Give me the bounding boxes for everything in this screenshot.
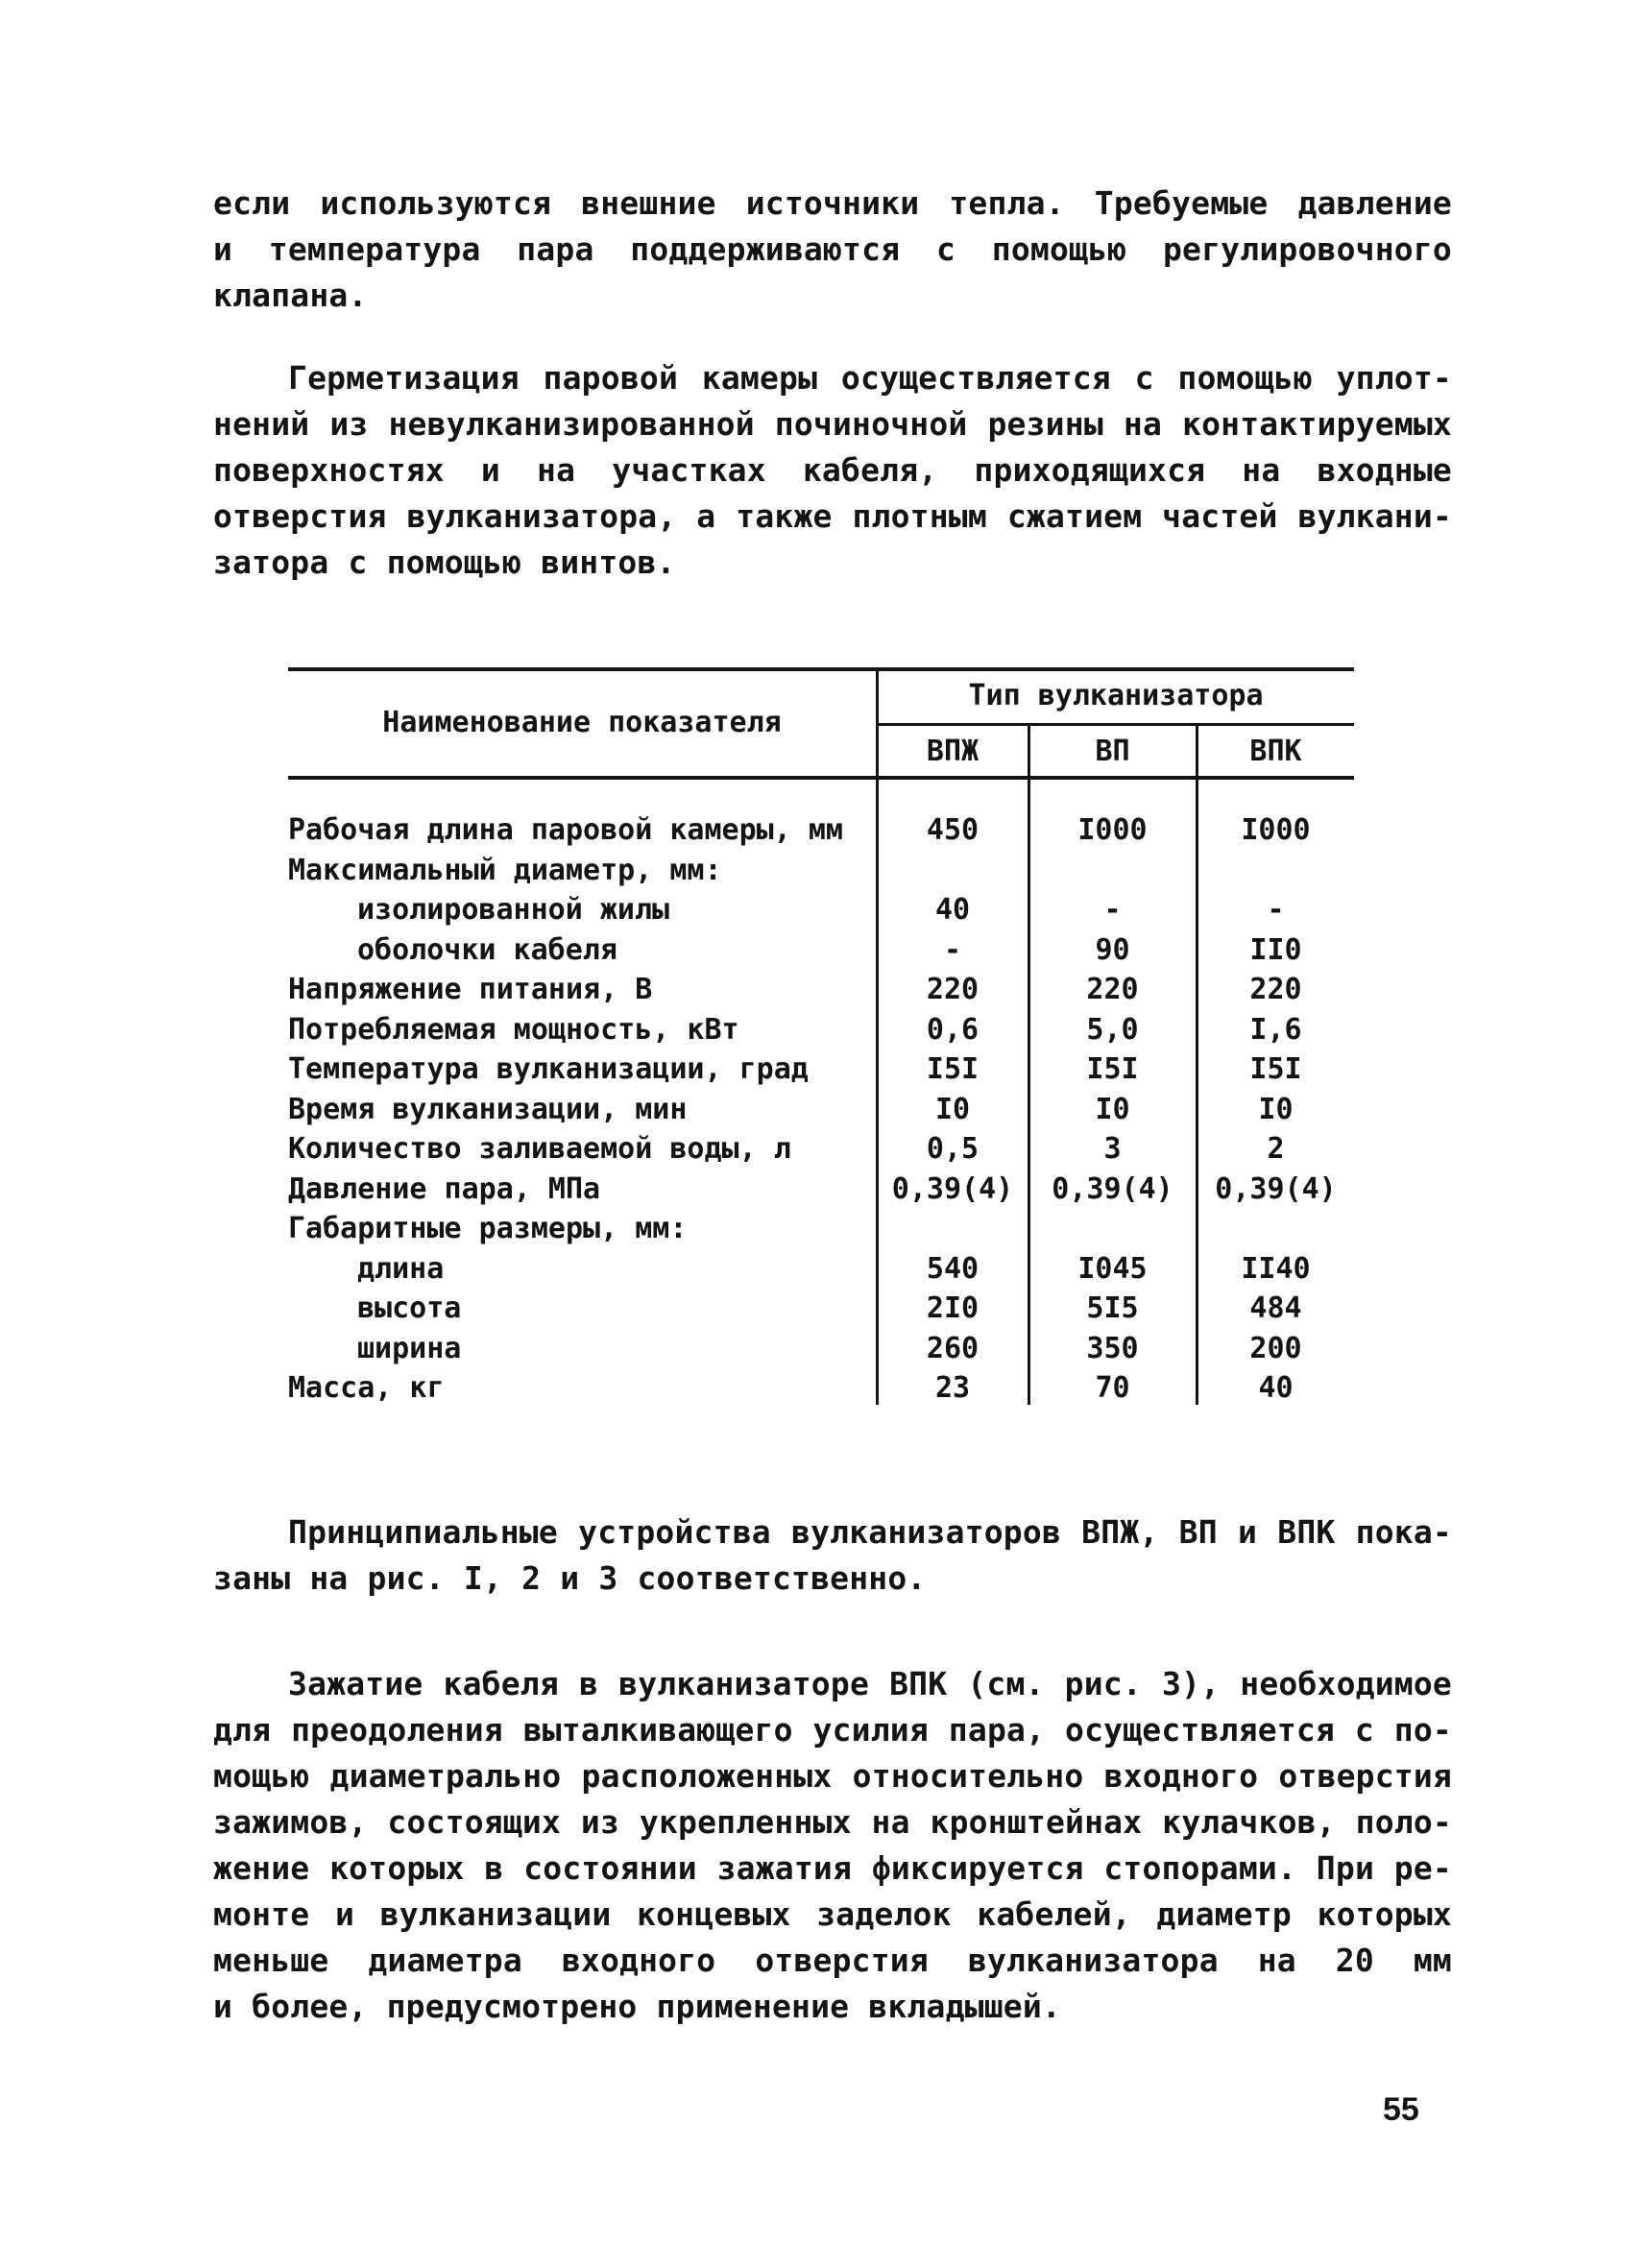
table-cell: 540 — [926, 1252, 980, 1286]
text-line: мощью диаметрально расположенных относительно входного отверстия — [213, 1757, 1452, 1795]
table-cell: I0 — [934, 1093, 971, 1126]
table-row-label: Габаритные размеры, мм: — [288, 1212, 688, 1245]
table-row-label: Температура вулканизации, град — [288, 1052, 809, 1086]
table-cell: 5I5 — [1086, 1291, 1139, 1325]
header-type-group: Тип вулканизатора — [968, 679, 1264, 712]
table-cell: 70 — [1095, 1371, 1130, 1405]
table-cell: I5I — [1249, 1052, 1302, 1086]
table-cell: 0,5 — [926, 1132, 980, 1166]
header-column-vp: ВП — [1095, 735, 1130, 768]
text-line: жение которых в состоянии зажатия фиксируется стопорами. При ре- — [213, 1849, 1452, 1887]
table-cell: II40 — [1241, 1252, 1311, 1286]
table-row-label: Максимальный диаметр, мм: — [288, 854, 722, 887]
table-group-rule — [878, 723, 1354, 726]
table-cell: - — [1267, 893, 1285, 927]
table-row-label: Напряжение питания, В — [288, 973, 653, 1006]
table-cell: I5I — [926, 1052, 980, 1086]
table-cell: I000 — [1241, 813, 1311, 847]
table-cell: 0,39(4) — [1052, 1172, 1173, 1206]
table-cell: I5I — [1086, 1052, 1139, 1086]
text-line: для преодоления выталкивающего усилия пара, осуществляется с по- — [213, 1711, 1452, 1749]
text-line: Герметизация паровой камеры осуществляется с помощью уплот- — [288, 359, 1452, 397]
table-cell: - — [943, 933, 962, 967]
paragraph-clamping — [213, 1661, 1452, 2030]
text-line: монте и вулканизации концевых заделок кабелей, диаметр которых — [213, 1895, 1452, 1933]
table-cell: 40 — [934, 893, 971, 927]
table-cell: 5,0 — [1086, 1013, 1139, 1047]
table-row-label: Масса, кг — [288, 1371, 445, 1405]
table-row-label: оболочки кабеля — [357, 933, 617, 967]
text-line: клапана. — [213, 277, 368, 314]
table-cell: 0,39(4) — [891, 1172, 1014, 1206]
page-number: 55 — [1383, 2091, 1419, 2128]
table-cell: I0 — [1258, 1093, 1294, 1126]
table-cell: 484 — [1249, 1291, 1302, 1325]
table-cell: 220 — [1249, 973, 1302, 1006]
table-cell: 90 — [1095, 933, 1130, 967]
header-column-vpzh: ВПЖ — [926, 735, 980, 768]
table-cell: I045 — [1077, 1252, 1148, 1286]
text-line: если используются внешние источники тепла. Требуемые давление — [213, 184, 1452, 222]
spec-table — [288, 667, 1354, 1416]
table-cell: 2I0 — [926, 1291, 980, 1325]
table-row-label: Время вулканизации, мин — [288, 1093, 688, 1126]
paragraph-intro — [213, 181, 1452, 319]
table-cell: 23 — [934, 1371, 971, 1405]
table-cell: 350 — [1086, 1332, 1139, 1365]
table-row-label: длина — [357, 1252, 445, 1286]
text-line: затора с помощью винтов. — [213, 543, 676, 581]
table-row-label: высота — [357, 1291, 462, 1325]
header-column-vpk: ВПК — [1249, 735, 1302, 768]
table-row-label: Давление пара, МПа — [288, 1172, 601, 1206]
header-indicator: Наименование показателя — [382, 706, 782, 739]
text-line: поверхностях и на участках кабеля, приходящихся на входные — [213, 451, 1452, 489]
table-header-rule — [288, 776, 1354, 780]
text-line: Зажатие кабеля в вулканизаторе ВПК (см. рис. 3), необходимое — [288, 1665, 1452, 1702]
table-row-label: Количество заливаемой воды, л — [288, 1132, 791, 1166]
text-line: и температура пара поддерживаются с помощью регулировочного — [213, 230, 1452, 268]
table-top-rule — [288, 667, 1354, 671]
table-cell: 450 — [926, 813, 980, 847]
text-line: отверстия вулканизатора, а также плотным сжатием частей вулкани- — [213, 497, 1452, 535]
table-cell: 0,6 — [926, 1013, 980, 1047]
table-cell: 2 — [1267, 1132, 1285, 1166]
table-row-label: изолированной жилы — [357, 893, 670, 927]
text-line: Принципиальные устройства вулканизаторов ВПЖ, ВП и ВПК пока- — [288, 1513, 1452, 1551]
text-line: нений из невулканизированной починочной резины на контактируемых — [213, 405, 1452, 443]
text-line: и более, предусмотрено применение вкладышей. — [213, 1988, 1061, 2025]
paragraph-devices — [213, 1509, 1452, 1602]
table-cell: 220 — [1086, 973, 1139, 1006]
table-cell: 3 — [1103, 1132, 1122, 1166]
text-line: заны на рис. I, 2 и 3 соответственно. — [213, 1559, 927, 1597]
table-cell: 260 — [926, 1332, 980, 1365]
table-row-label: ширина — [357, 1332, 462, 1365]
table-cell: - — [1103, 893, 1122, 927]
table-cell: I0 — [1095, 1093, 1130, 1126]
table-cell: II0 — [1249, 933, 1302, 967]
table-cell: 220 — [926, 973, 980, 1006]
text-line: зажимов, состоящих из укрепленных на кронштейнах кулачков, поло- — [213, 1803, 1452, 1841]
table-cell: 0,39(4) — [1215, 1172, 1337, 1206]
table-cell: 40 — [1258, 1371, 1294, 1405]
text-line: меньше диаметра входного отверстия вулканизатора на 20 мм — [213, 1942, 1452, 1979]
table-cell: I000 — [1077, 813, 1148, 847]
table-cell: I,6 — [1249, 1013, 1302, 1047]
table-row-label: Рабочая длина паровой камеры, мм — [288, 813, 843, 847]
paragraph-sealing — [213, 355, 1452, 586]
table-cell: 200 — [1249, 1332, 1302, 1365]
table-row-label: Потребляемая мощность, кВт — [288, 1013, 739, 1047]
